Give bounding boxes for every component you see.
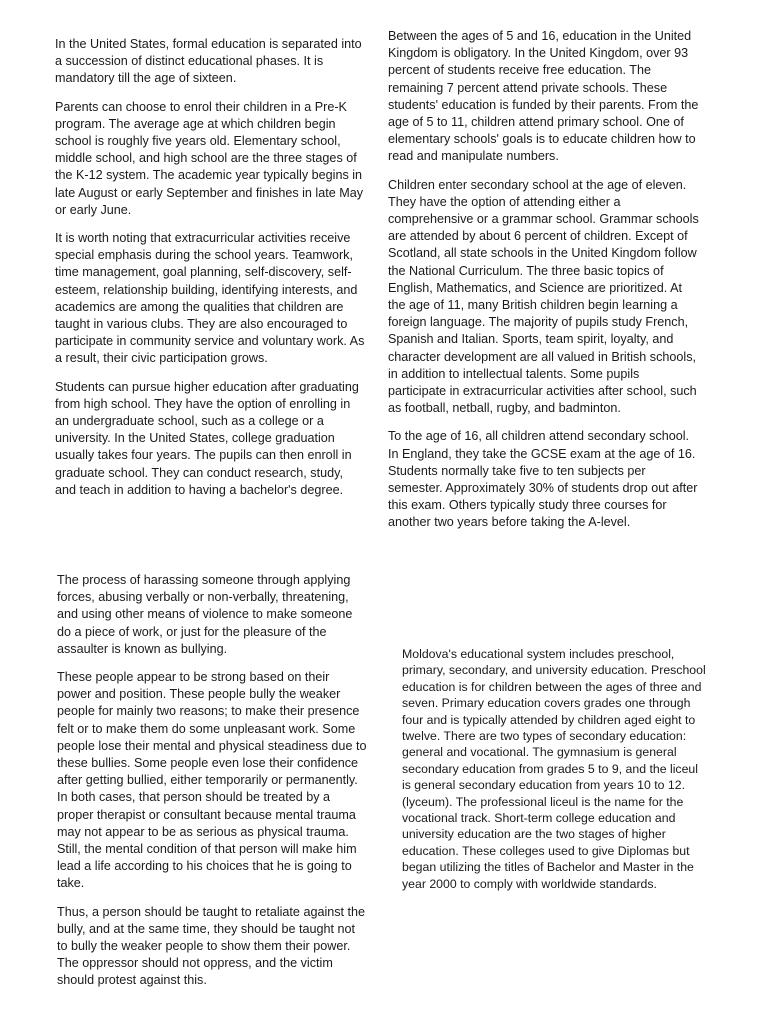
us-paragraph-3: It is worth noting that extracurricular activities receive special emphasis during the school years. Teamwork, time management, goal planning, self-discovery, self-esteem, relationship building, identifying interests, and academics are among the qualities that children are taught in various clubs. They are also encouraged to participate in community service and voluntary work. As a result, their civic participation grows. [55, 231, 365, 366]
uk-paragraph-1: Between the ages of 5 and 16, education in the United Kingdom is obligatory. In the United Kingdom, over 93 percent of students receive free education. The remaining 7 percent attend private schools. These students' education is funded by their parents. From the age of 5 to 11, children attend primary school. One of elementary schools' goals is to educate children how to read and manipulate numbers. [388, 29, 699, 164]
bullying-paragraph-1: The process of harassing someone through applying forces, abusing verbally or non-verbally, threatening, and using other means of violence to make someone do a piece of work, or just for the pleasure of the assaulter is known as bullying. [57, 573, 353, 656]
moldova-paragraph-1: Moldova's educational system includes preschool, primary, secondary, and university education. Preschool education is for children between the ages of three and seven. Primary education covers grades one through four and is typically attended by children aged eight to twelve. There are two types of secondary education: general and vocational. The gymnasium is general secondary education from grades 5 to 9, and the liceul is general secondary education from years 10 to 12. (lyceum). The professional liceul is the name for the vocational track. Short-term college education and university education are the two stages of higher education. These colleges used to give Diplomas but began utilizing the titles of Bachelor and Master in the year 2000 to comply with worldwide standards. [402, 647, 706, 891]
bullying-section [57, 572, 367, 1001]
moldova-education-section [402, 646, 710, 903]
us-paragraph-4: Students can pursue higher education after graduating from high school. They have the option of enrolling in an undergraduate school, such as a college or a university. In the United States, college graduation usually takes four years. The pupils can then enroll in graduate school. They can conduct research, study, and teach in addition to having a bachelor's degree. [55, 379, 359, 497]
bullying-paragraph-3: Thus, a person should be taught to retaliate against the bully, and at the same time, they should be taught not to bully the weaker people to show them their power. The oppressor should not oppress, and the victim should protest against this. [57, 904, 366, 988]
uk-paragraph-3: To the age of 16, all children attend secondary school. In England, they take the GCSE exam at the age of 16. Students normally take five to ten subjects per semester. Approximately 30% of students drop out after this exam. Others typically study three courses for another two years before taking the A-level. [388, 429, 698, 530]
us-education-section [55, 36, 365, 510]
us-paragraph-1: In the United States, formal education is separated into a succession of distinct educational phases. It is mandatory till the age of sixteen. [55, 37, 362, 86]
bullying-paragraph-2: These people appear to be strong based on their power and position. These people bully the weaker people for mainly two reasons; to make their presence felt or to make them do some unpleasant work. Some people lose their mental and physical steadiness due to these bullies. Some people even lose their confidence after getting bullied, either temporarily or permanently. In both cases, that person should be treated by a proper therapist or consultant because mental trauma may not appear to be as serious as physical trauma. Still, the mental condition of that person will make him lead a life according to his choices that he is going to take. [57, 670, 367, 891]
uk-paragraph-2: Children enter secondary school at the age of eleven. They have the option of attending either a comprehensive or a grammar school. Grammar schools are attended by about 6 percent of children. Except of Scotland, all state schools in the United Kingdom follow the National Curriculum. The three basic topics of English, Mathematics, and Science are prioritized. At the age of 11, many British children begin learning a foreign language. The majority of pupils study French, Spanish and Italian. Sports, team spirit, loyalty, and character development are all valued in British schools, in addition to intellectual talents. Some pupils participate in extracurricular activities after school, such as football, netball, rugby, and badminton. [388, 177, 699, 416]
us-paragraph-2: Parents can choose to enrol their children in a Pre-K program. The average age at which children begin school is roughly five years old. Elementary school, middle school, and high school are the three stages of the K-12 system. The academic year typically begins in late August or early September and finishes in late May or early June. [55, 99, 364, 217]
uk-education-section [388, 28, 700, 543]
